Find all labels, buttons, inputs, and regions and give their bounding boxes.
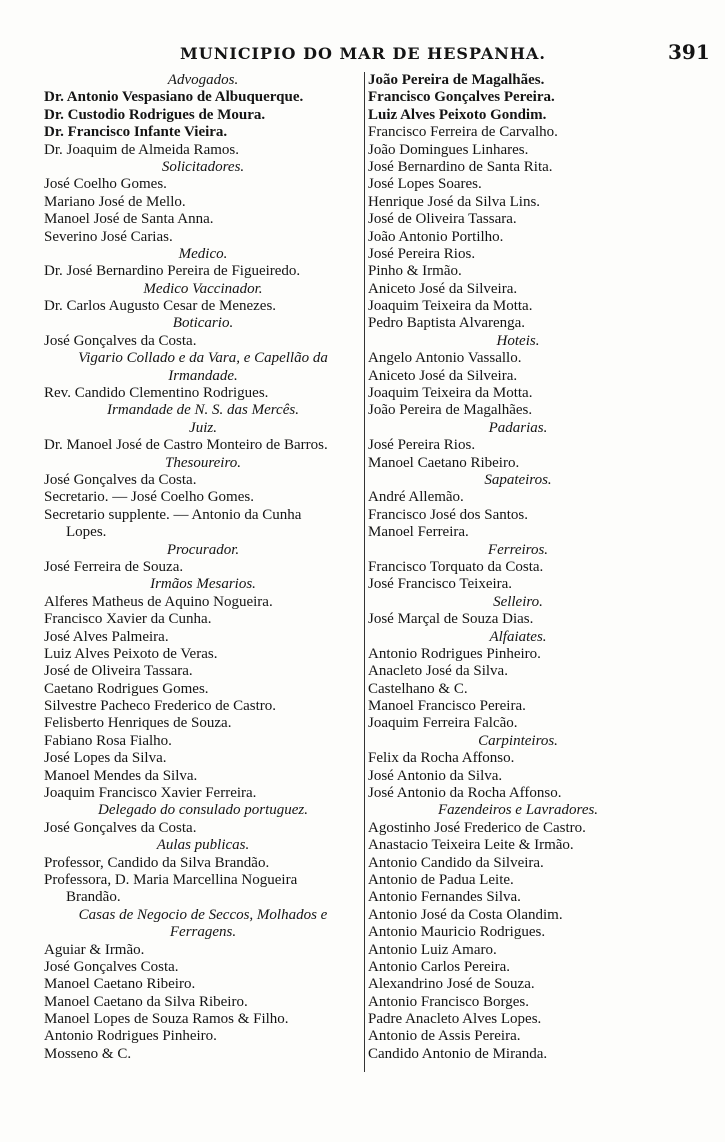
directory-entry: Antonio de Padua Leite.: [368, 871, 514, 888]
directory-entry: José Gonçalves Costa.: [44, 958, 179, 975]
directory-entry: Antonio Candido da Silveira.: [368, 854, 544, 871]
directory-entry: Manoel José de Santa Anna.: [44, 211, 214, 228]
directory-entry: Francisco José dos Santos.: [368, 506, 528, 523]
directory-entry: Felix da Rocha Affonso.: [368, 750, 515, 767]
directory-entry: Manoel Lopes de Souza Ramos & Filho.: [44, 1011, 289, 1028]
directory-entry: Agostinho José Frederico de Castro.: [368, 819, 586, 836]
directory-entry: Pinho & Irmão.: [368, 263, 462, 280]
directory-entry: Secretario supplente. — Antonio da Cunha: [44, 506, 302, 523]
directory-entry: Lopes.: [66, 524, 107, 541]
section-heading: Carpinteiros.: [478, 732, 558, 749]
directory-entry: José Lopes da Silva.: [44, 750, 167, 767]
section-heading: Ferreiros.: [487, 541, 549, 558]
directory-entry: Pedro Baptista Alvarenga.: [368, 315, 526, 332]
directory-entry: Antonio Carlos Pereira.: [368, 958, 511, 975]
directory-entry: Francisco Xavier da Cunha.: [44, 611, 212, 628]
directory-entry: Manoel Ferreira.: [368, 524, 469, 541]
directory-entry: André Allemão.: [368, 489, 464, 506]
section-heading: Boticario.: [172, 315, 234, 332]
directory-entry: Dr. José Bernardino Pereira de Figueiredo.: [44, 263, 301, 280]
directory-entry: José Antonio da Rocha Affonso.: [368, 785, 562, 802]
section-heading: Medico.: [178, 245, 228, 262]
directory-entry: José Alves Palmeira.: [44, 628, 169, 645]
directory-entry: Brandão.: [66, 889, 121, 906]
directory-entry: Alexandrino José de Souza.: [368, 976, 535, 993]
directory-entry: Joaquim Teixeira da Motta.: [368, 385, 533, 402]
directory-entry: Luiz Alves Peixoto de Veras.: [44, 645, 218, 662]
section-heading: Juiz.: [189, 419, 217, 436]
directory-entry: Joaquim Francisco Xavier Ferreira.: [44, 785, 257, 802]
directory-entry: José Gonçalves da Costa.: [44, 819, 197, 836]
section-heading: Selleiro.: [493, 593, 543, 610]
section-heading: Padarias.: [488, 419, 548, 436]
directory-entry: José Pereira Rios.: [368, 245, 476, 262]
directory-entry: Manoel Caetano Ribeiro.: [44, 976, 196, 993]
section-heading: Vigario Collado e da Vara, e Capellão da: [78, 350, 328, 367]
directory-entry: José Gonçalves da Costa.: [44, 471, 197, 488]
directory-entry: Antonio Luiz Amaro.: [368, 941, 497, 958]
directory-entry: Severino José Carias.: [44, 228, 173, 245]
directory-entry: Padre Anacleto Alves Lopes.: [368, 1011, 542, 1028]
right-column: [368, 72, 668, 1063]
directory-entry: João Domingues Linhares.: [368, 141, 529, 158]
directory-entry: Dr. Antonio Vespasiano de Albuquerque.: [44, 89, 304, 106]
directory-entry: Dr. Francisco Infante Vieira.: [44, 124, 228, 141]
directory-entry: José Lopes Soares.: [368, 176, 482, 193]
directory-entry: José Pereira Rios.: [368, 437, 476, 454]
directory-entry: Professora, D. Maria Marcellina Nogueira: [44, 871, 298, 888]
directory-entry: Mariano José de Mello.: [44, 193, 186, 210]
directory-entry: José de Oliveira Tassara.: [368, 211, 517, 228]
directory-entry: Aniceto José da Silveira.: [368, 367, 518, 384]
directory-entry: Fabiano Rosa Fialho.: [44, 732, 172, 749]
directory-entry: Aniceto José da Silveira.: [368, 280, 518, 297]
directory-entry: Aguiar & Irmão.: [44, 941, 145, 958]
directory-entry: Antonio Fernandes Silva.: [368, 889, 521, 906]
directory-entry: Antonio Rodrigues Pinheiro.: [368, 645, 541, 662]
section-heading: Medico Vaccinador.: [143, 280, 263, 297]
directory-entry: Mosseno & C.: [44, 1045, 132, 1062]
directory-entry: José Coelho Gomes.: [44, 176, 167, 193]
directory-entry: José de Oliveira Tassara.: [44, 663, 193, 680]
section-heading: Hoteis.: [496, 332, 540, 349]
directory-entry: Joaquim Ferreira Falcão.: [368, 715, 518, 732]
directory-entry: Manoel Caetano da Silva Ribeiro.: [44, 993, 248, 1010]
directory-entry: José Bernardino de Santa Rita.: [368, 158, 553, 175]
column-divider: [364, 72, 365, 1072]
directory-entry: João Pereira de Magalhães.: [368, 402, 533, 419]
directory-entry: João Pereira de Magalhães.: [368, 72, 545, 88]
directory-entry: Dr. Manoel José de Castro Monteiro de Barros.: [44, 437, 328, 454]
directory-entry: Anastacio Teixeira Leite & Irmão.: [368, 837, 574, 854]
section-heading: Alfaiates.: [489, 628, 547, 645]
directory-entry: Luiz Alves Peixoto Gondim.: [368, 106, 547, 123]
directory-entry: Antonio de Assis Pereira.: [368, 1028, 521, 1045]
section-heading: Advogados.: [167, 72, 239, 88]
directory-entry: Manoel Caetano Ribeiro.: [368, 454, 520, 471]
section-heading: Irmandade.: [168, 367, 238, 384]
directory-entry: Silvestre Pacheco Frederico de Castro.: [44, 698, 277, 715]
directory-entry: Manoel Francisco Pereira.: [368, 698, 526, 715]
directory-entry: José Gonçalves da Costa.: [44, 332, 197, 349]
directory-entry: José Marçal de Souza Dias.: [368, 611, 534, 628]
directory-entry: Angelo Antonio Vassallo.: [368, 350, 522, 367]
section-heading: Sapateiros.: [484, 471, 552, 488]
page-title: MUNICIPIO DO MAR DE HESPANHA.: [180, 44, 546, 63]
section-heading: Fazendeiros e Lavradores.: [437, 802, 599, 819]
section-heading: Irmãos Mesarios.: [150, 576, 256, 593]
directory-entry: Joaquim Teixeira da Motta.: [368, 298, 533, 315]
directory-entry: Dr. Joaquim de Almeida Ramos.: [44, 141, 239, 158]
directory-entry: Anacleto José da Silva.: [368, 663, 508, 680]
section-heading: Aulas publicas.: [156, 837, 250, 854]
directory-entry: João Antonio Portilho.: [368, 228, 504, 245]
left-column: [44, 72, 362, 1063]
directory-entry: Secretario. — José Coelho Gomes.: [44, 489, 254, 506]
section-heading: Irmandade de N. S. das Mercês.: [107, 402, 299, 419]
section-heading: Ferragens.: [169, 924, 237, 941]
directory-entry: Dr. Custodio Rodrigues de Moura.: [44, 106, 266, 123]
directory-entry: Rev. Candido Clementino Rodrigues.: [44, 385, 269, 402]
directory-entry: Caetano Rodrigues Gomes.: [44, 680, 209, 697]
page-number: 391: [668, 40, 710, 64]
directory-entry: Antonio Francisco Borges.: [368, 993, 529, 1010]
page-header: [0, 40, 725, 70]
directory-entry: Alferes Matheus de Aquino Nogueira.: [44, 593, 273, 610]
section-heading: Casas de Negocio de Seccos, Molhados e: [78, 906, 328, 923]
directory-entry: Dr. Carlos Augusto Cesar de Menezes.: [44, 298, 277, 315]
directory-entry: Francisco Ferreira de Carvalho.: [368, 124, 558, 141]
section-heading: Procurador.: [166, 541, 240, 558]
directory-entry: Felisberto Henriques de Souza.: [44, 715, 232, 732]
directory-entry: José Antonio da Silva.: [368, 767, 503, 784]
directory-entry: Antonio Mauricio Rodrigues.: [368, 924, 546, 941]
directory-entry: Francisco Gonçalves Pereira.: [368, 89, 555, 106]
section-heading: Delegado do consulado portuguez.: [98, 802, 308, 819]
directory-entry: Candido Antonio de Miranda.: [368, 1045, 548, 1062]
directory-entry: José Francisco Teixeira.: [368, 576, 513, 593]
directory-entry: José Ferreira de Souza.: [44, 558, 184, 575]
directory-entry: Antonio Rodrigues Pinheiro.: [44, 1028, 217, 1045]
directory-entry: Castelhano & C.: [368, 680, 468, 697]
directory-entry: Antonio José da Costa Olandim.: [368, 906, 563, 923]
directory-entry: Professor, Candido da Silva Brandão.: [44, 854, 270, 871]
directory-entry: Francisco Torquato da Costa.: [368, 558, 544, 575]
section-heading: Solicitadores.: [161, 158, 245, 175]
directory-entry: Henrique José da Silva Lins.: [368, 193, 541, 210]
directory-entry: Manoel Mendes da Silva.: [44, 767, 198, 784]
section-heading: Thesoureiro.: [165, 454, 241, 471]
